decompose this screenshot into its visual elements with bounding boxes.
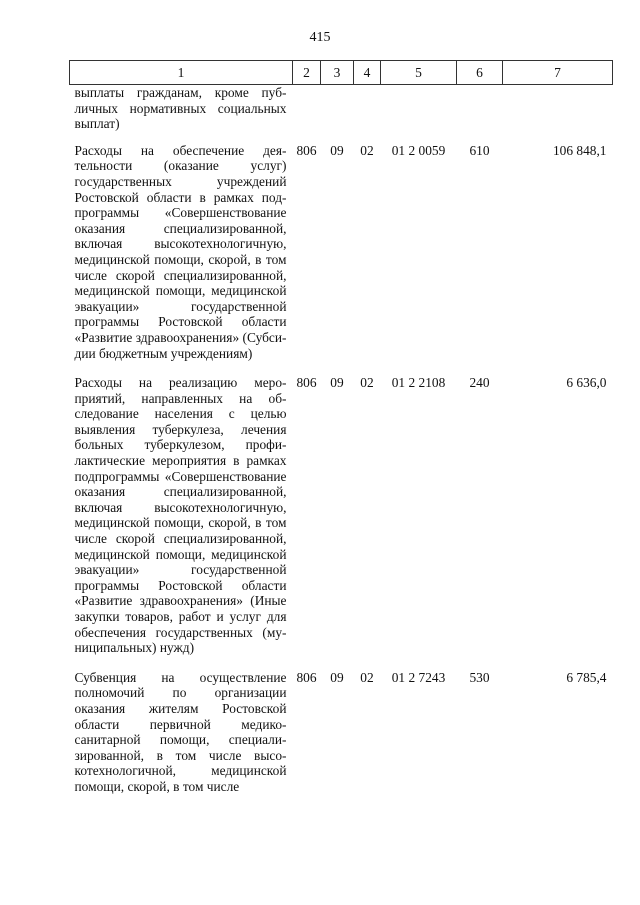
page-number: 415 (309, 30, 331, 45)
row-subsection: 02 (360, 142, 374, 158)
row-description: Субвенция на осуществление полномочий по организации оказания жителям Ростовской области первичной медико-санитарной помощи, специализированной, в том числе высокотехнологичной, медицинской помощи, скорой, в том числе (74, 669, 287, 794)
row-amount: 6 785,4 (566, 669, 607, 685)
row-expense-type: 610 (469, 142, 490, 158)
header-col-4: 4 (354, 61, 381, 85)
row-ministry-code (293, 85, 321, 143)
header-col-3: 3 (321, 61, 354, 85)
header-col-1: 1 (70, 61, 293, 85)
row-ministry-code: 806 (296, 375, 317, 391)
header-col-6: 6 (457, 61, 503, 85)
header-col-2: 2 (293, 61, 321, 85)
row-ministry-code: 806 (296, 669, 317, 685)
row-amount: 106 848,1 (552, 142, 607, 158)
header-col-5: 5 (381, 61, 457, 85)
row-ministry-code: 806 (296, 142, 317, 158)
row-subsection: 02 (360, 669, 374, 685)
table-row (70, 375, 613, 670)
header-col-7: 7 (503, 61, 613, 85)
row-description: Расходы на обеспечение деятельности (оказание услуг) государственных учреждений Ростовской области в рамках подпрограммы «Совершенствование оказания специализированной, включая высокотехнологичную, медицинской помощи, скорой, в том числе скорой специализированной, медицинской помощи, медицинской эвакуации» государственной программы Ростовской области «Развитие здравоохранения» (Субсидии бюджетным учреждениям) (74, 142, 287, 361)
row-expense-type (457, 85, 503, 143)
table-body (70, 85, 613, 809)
row-expense-type: 240 (469, 375, 490, 391)
table-row (70, 143, 613, 375)
table-row (70, 85, 613, 143)
row-target-article: 01 2 2108 (391, 375, 446, 391)
row-description: Расходы на реализацию мероприятий, направленных на обследование населения с целью выявления туберкулеза, лечения больных туберкулезом, профилактические мероприятия в рамках подпрограммы «Совершенствование оказания специализированной, включая высокотехнологичную, медицинской помощи, скорой, в том числе скорой специализированной, медицинской помощи, медицинской эвакуации» государственной программы Ростовской области «Развитие здравоохранения» (Иные закупки товаров, работ и услуг для обеспечения государственных (муниципальных) нужд) (74, 375, 287, 656)
row-section: 09 (330, 142, 344, 158)
table-row (70, 670, 613, 809)
row-section: 09 (330, 669, 344, 685)
row-expense-type: 530 (469, 669, 490, 685)
row-amount: 6 636,0 (566, 375, 607, 391)
row-amount (503, 85, 613, 143)
budget-table (69, 60, 613, 809)
row-target-article: 01 2 7243 (391, 669, 446, 685)
row-subsection: 02 (360, 375, 374, 391)
row-description: выплаты гражданам, кроме публичных нормативных социальных выплат) (74, 85, 287, 132)
row-section (321, 85, 354, 143)
row-section: 09 (330, 375, 344, 391)
table-header (70, 61, 613, 85)
row-subsection (354, 85, 381, 143)
row-target-article: 01 2 0059 (391, 142, 446, 158)
header-row (70, 61, 613, 85)
row-target-article (381, 85, 457, 143)
